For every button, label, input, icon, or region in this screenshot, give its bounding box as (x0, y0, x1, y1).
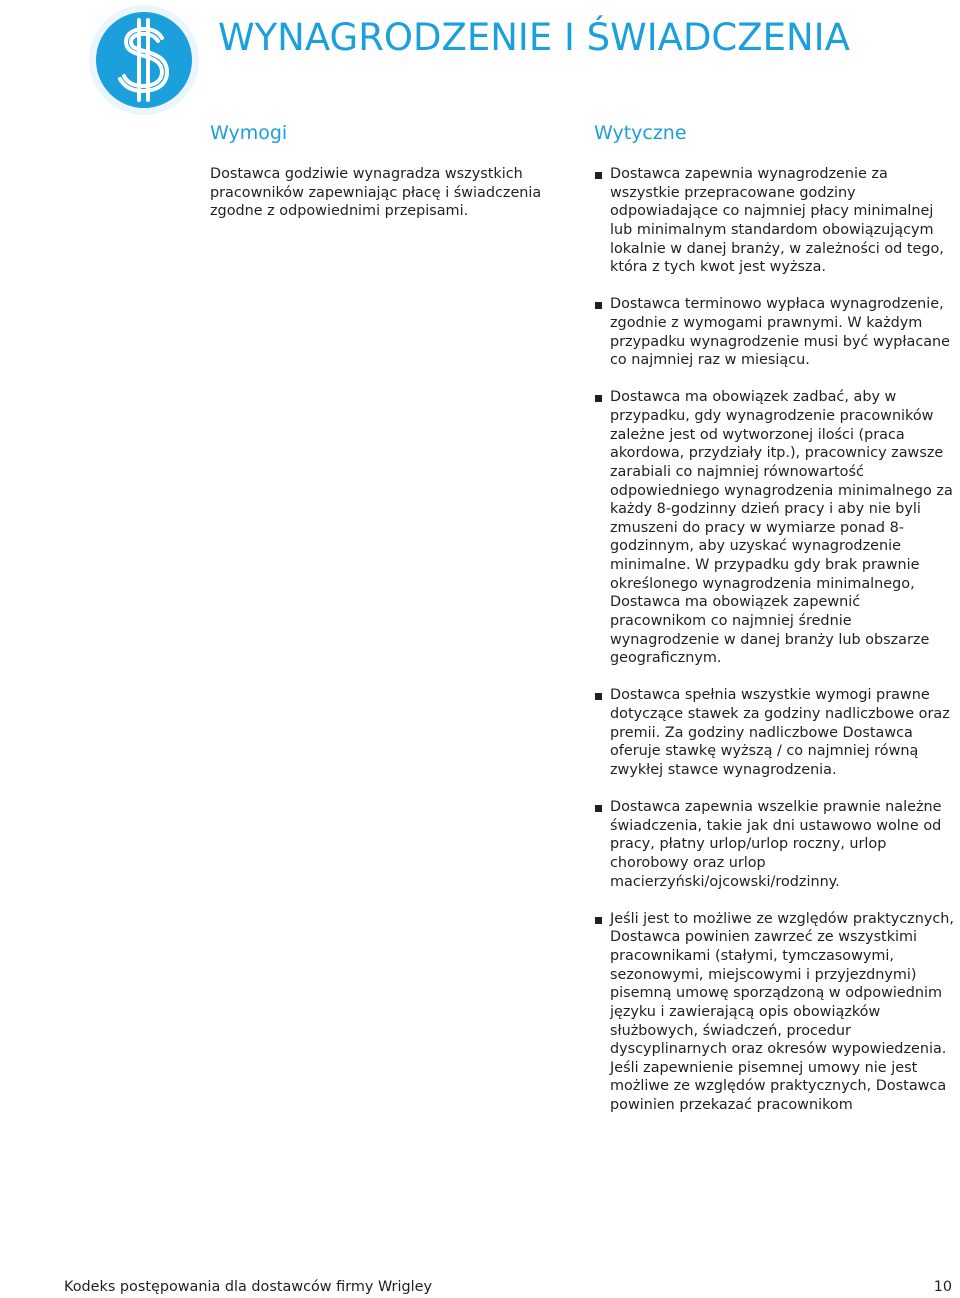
square-bullet-icon (595, 917, 602, 924)
guideline-text: Jeśli jest to możliwe ze względów praktycznych, Dostawca powinien zawrzeć ze wszystkimi pracownikami (stałymi, tymczasowymi, sezonowymi, miejscowymi i przyjezdnymi) pisemną umowę sporządzoną w odpowiednim języku i zawierającą opis obowiązków służbowych, świadczeń, procedur dyscyplinarnych oraz okresów wypowiedzenia. Jeśli zapewnienie pisemnej umowy nie jest możliwe ze względów praktycznych, Dostawca powinien przekazać pracownikom (610, 910, 954, 1114)
square-bullet-icon (595, 693, 602, 700)
guideline-item (594, 798, 956, 891)
guideline-item (594, 686, 956, 779)
guideline-text: Dostawca zapewnia wynagrodzenie za wszystkie przepracowane godziny odpowiadające co najmniej płacy minimalnej lub minimalnym standardom obowiązującym lokalnie w danej branży, w zależności od tego, która z tych kwot jest wyższa. (610, 166, 944, 276)
guidelines-heading: Wytyczne (594, 122, 687, 144)
guideline-text: Dostawca zapewnia wszelkie prawnie należne świadczenia, takie jak dni ustawowo wolne od pracy, płatny urlop/urlop roczny, urlop chorobowy oraz urlop macierzyński/ojcowski/rodzinny. (610, 799, 942, 890)
guideline-item (594, 910, 956, 1115)
footer-document-name: Kodeks postępowania dla dostawców firmy Wrigley (64, 1279, 432, 1295)
square-bullet-icon (595, 395, 602, 402)
square-bullet-icon (595, 172, 602, 179)
guideline-item (594, 388, 956, 667)
guideline-text: Dostawca spełnia wszystkie wymogi prawne dotyczące stawek za godziny nadliczbowe oraz premii. Za godziny nadliczbowe Dostawca oferuje stawkę wyższą / co najmniej równą zwykłej stawce wynagrodzenia. (610, 687, 950, 778)
square-bullet-icon (595, 805, 602, 812)
guideline-item (594, 165, 956, 277)
square-bullet-icon (595, 302, 602, 309)
page-title: WYNAGRODZENIE I ŚWIADCZENIA (218, 16, 850, 59)
requirements-heading: Wymogi (210, 122, 288, 144)
requirements-text: Dostawca godziwie wynagradza wszystkich pracowników zapewniając płacę i świadczenia zgodne z odpowiednimi przepisami. (210, 166, 542, 220)
guideline-text: Dostawca ma obowiązek zadbać, aby w przypadku, gdy wynagrodzenie pracowników zależne jest od wytworzonej ilości (praca akordowa, przydziały itp.), pracownicy zawsze zarabiali co najmniej równowartość odpowiedniego wynagrodzenia minimalnego za każdy 8-godzinny dzień pracy i aby nie byli zmuszeni do pracy w wymiarze ponad 8-godzinnym, aby uzyskać wynagrodzenie minimalne. W przypadku gdy brak prawnie określonego wynagrodzenia minimalnego, Dostawca ma obowiązek zapewnić pracownikom co najmniej średnie wynagrodzenie w danej branży lub obszarze geograficznym. (610, 389, 953, 667)
footer-page-number: 10 (933, 1279, 952, 1295)
guidelines-list (594, 165, 956, 1133)
guideline-item (594, 295, 956, 370)
guideline-text: Dostawca terminowo wypłaca wynagrodzenie, zgodnie z wymogami prawnymi. W każdym przypadku wynagrodzenie musi być wypłacane co najmniej raz w miesiącu. (610, 296, 951, 369)
dollar-icon (88, 4, 200, 116)
